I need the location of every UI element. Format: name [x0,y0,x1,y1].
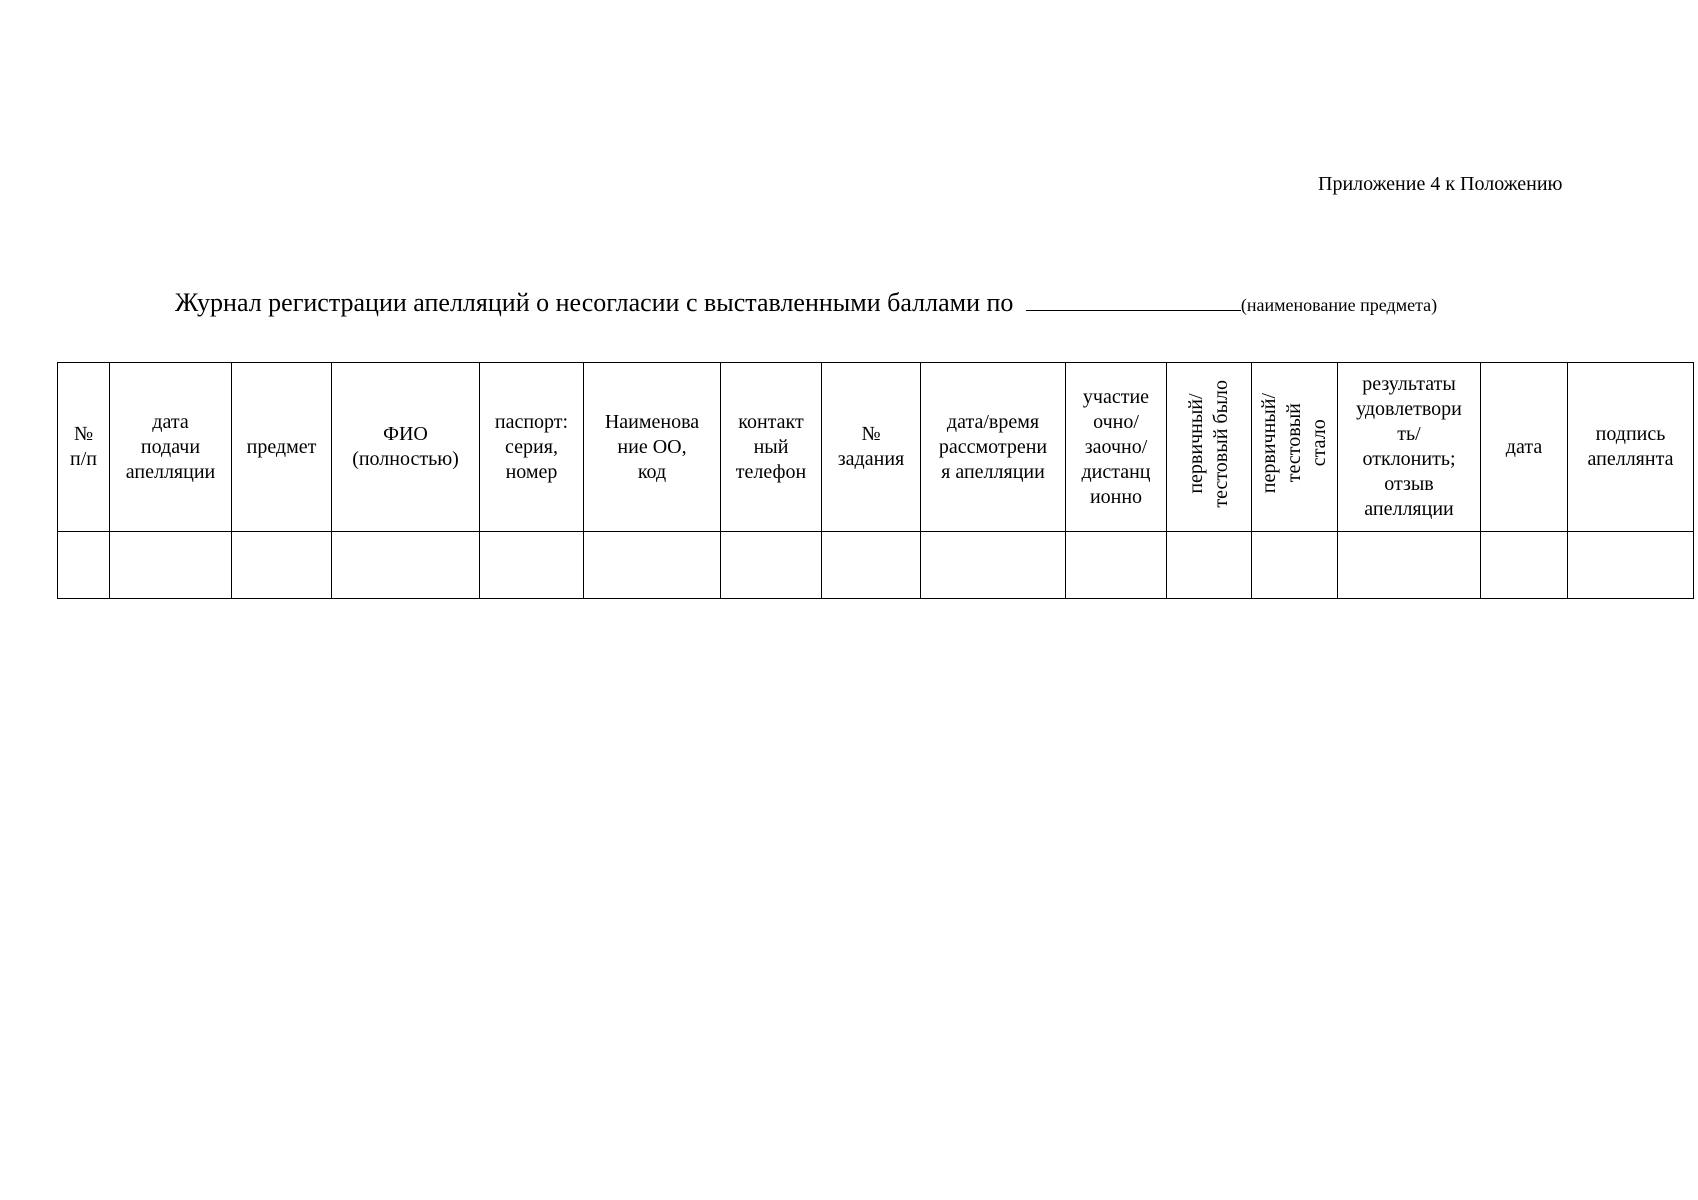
table-cell [332,532,480,599]
table-cell [480,532,584,599]
col-header-number: № п/п [58,363,110,532]
col-header-score-after: первичный/ тестовый стало [1252,363,1338,532]
col-header-full-name: ФИО (полностью) [332,363,480,532]
table-cell [584,532,721,599]
table-cell [921,532,1066,599]
table-cell [232,532,332,599]
col-header-passport: паспорт: серия, номер [480,363,584,532]
col-header-signature: подпись апеллянта [1568,363,1694,532]
appeals-journal-table [57,362,1694,599]
table-cell [1167,532,1252,599]
col-header-task-number: № задания [822,363,921,532]
title-text: Журнал регистрации апелляций о несогласии с выставленными баллами по [175,288,1020,317]
table-cell [1252,532,1338,599]
col-header-results: результаты удовлетвори ть/ отклонить; отзыв апелляции [1338,363,1481,532]
table-cell [1568,532,1694,599]
appendix-label: Приложение 4 к Положению [1318,173,1563,195]
table-cell [110,532,232,599]
table-header-row [58,363,1694,532]
col-header-score-before: первичный/ тестовый было [1167,363,1252,532]
col-header-review-datetime: дата/время рассмотрени я апелляции [921,363,1066,532]
table-cell [721,532,822,599]
subject-blank-line [1026,288,1241,311]
col-header-phone: контакт ный телефон [721,363,822,532]
col-header-school-name: Наименова ние ОО, код [584,363,721,532]
table-cell [1066,532,1167,599]
col-header-subject: предмет [232,363,332,532]
col-header-participation: участие очно/ заочно/ дистанц ионно [1066,363,1167,532]
table-cell [58,532,110,599]
document-title [175,288,1437,318]
col-header-date: дата [1481,363,1568,532]
table-cell [1481,532,1568,599]
col-header-submission-date: дата подачи апелляции [110,363,232,532]
subject-note: (наименование предмета) [1240,295,1438,315]
table-row [58,532,1694,599]
table-cell [822,532,921,599]
table-cell [1338,532,1481,599]
